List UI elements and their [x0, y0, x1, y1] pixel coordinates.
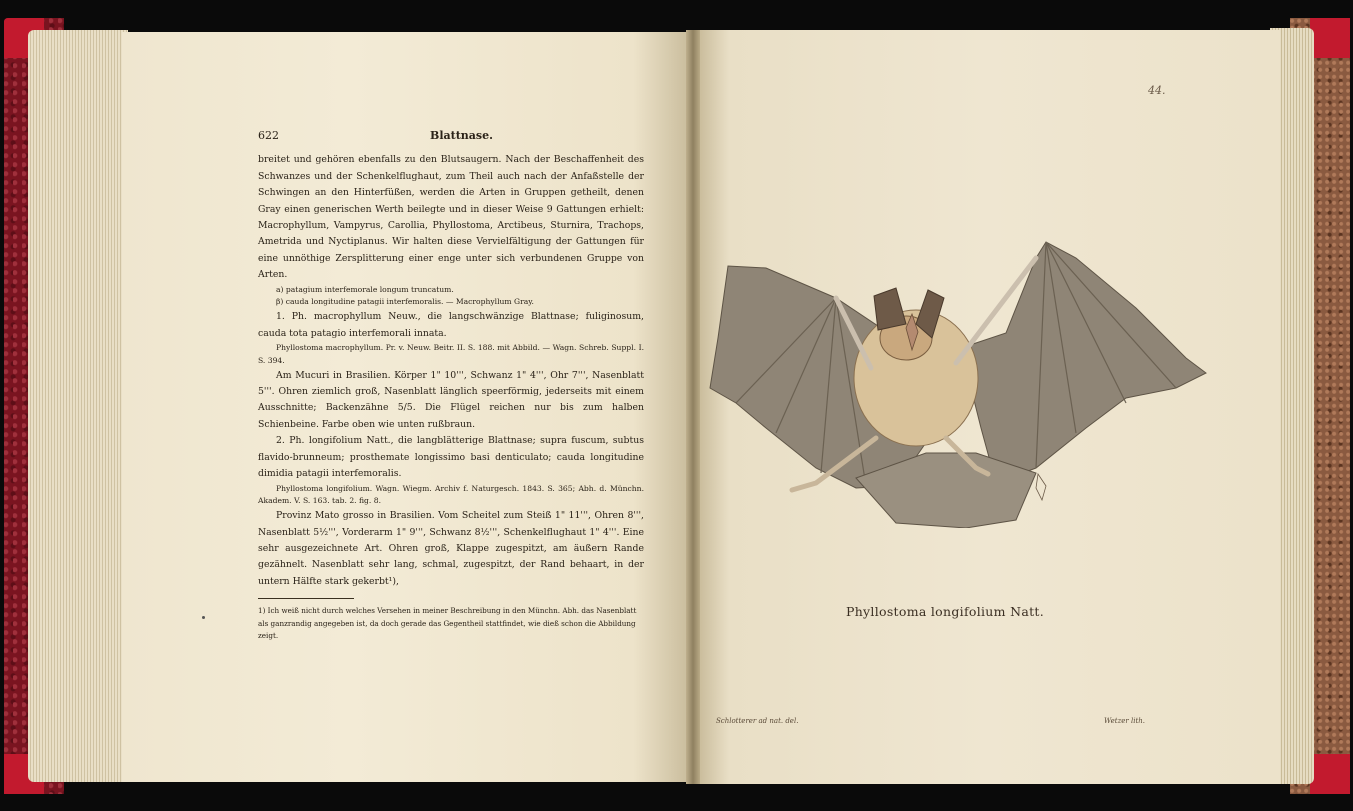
plate-number: 44.: [1148, 84, 1166, 97]
left-page-text: [258, 128, 644, 643]
page-number: 622: [258, 129, 279, 142]
book-gutter: [686, 30, 700, 784]
nose-leaf-detail-figure: [1036, 474, 1046, 500]
paragraph-genera: breitet und gehören ebenfalls zu den Blutsaugern. Nach der Beschaffenheit des Schwanzes und der Schenkelflughaut, zum Theil auch nach der Anfaßstelle der Schwingen an den Hinterfüßen, werden die Arten in Gruppen getheilt, denen Gray einen generischen Werth beilegte und in dieser Weise 9 Gattungen erhielt: Macrophyllum, Vampyrus, Carollia, Phyllostoma, Arctibeus, Sturnira, Trachops, Ametrida und Nyctiplanus. Wir halten diese Vervielfältigung der Gattungen für eine unnöthige Zersplitterung einer enge unter sich verbundenen Gruppe von Arten.: [258, 154, 644, 281]
species-1-reference: Phyllostoma macrophyllum. Pr. v. Neuw. Beitr. II. S. 188. mit Abbild. — Wagn. Schreb. Suppl. I. S. 394.: [258, 343, 644, 365]
bat-illustration: [706, 228, 1216, 528]
group-heading-beta: β) cauda longitudine patagii interfemoralis. — Macrophyllum Gray.: [276, 297, 534, 307]
artist-credit: Schlotterer ad nat. del.: [716, 717, 799, 725]
footnote: 1) Ich weiß nicht durch welches Versehen in meiner Beschreibung in den Münchn. Abh. das Nasenblatt als ganzrandig angegeben ist, da doch gerade das Gegentheil stattfindet, wie dieß schon die Abbildung zeigt.: [258, 606, 637, 641]
page-speck: [202, 616, 205, 619]
running-title: Blattnase.: [430, 129, 493, 142]
left-page-edges: [28, 30, 128, 782]
group-heading-a: a) patagium interfemorale longum truncatum.: [276, 284, 454, 294]
running-head: [258, 128, 644, 144]
right-wing: [961, 242, 1206, 483]
footnote-rule: [258, 598, 354, 599]
species-2-reference: Phyllostoma longifolium. Wagn. Wiegm. Archiv f. Naturgesch. 1843. S. 365; Abh. d. Münchn. Akadem. V. S. 163. tab. 2. fig. 8.: [258, 483, 644, 506]
species-2-diagnosis: 2. Ph. longifolium Natt., die langblätterige Blattnase; supra fuscum, subtus flavido-brunneum; prosthemate longissimo basi denticulato; cauda longitudine dimidia patagii interfemoralis.: [258, 435, 644, 480]
plate-caption: Phyllostoma longifolium Natt.: [846, 604, 1044, 619]
cover-corner-top-right: [1310, 18, 1350, 58]
cover-corner-bottom-right: [1310, 754, 1350, 794]
species-1-diagnosis: 1. Ph. macrophyllum Neuw., die langschwänzige Blattnase; fuliginosum, cauda tota patagio interfemorali innata.: [258, 311, 644, 339]
bat-left-ear: [874, 288, 906, 330]
lithographer-credit: Wetzer lith.: [1104, 717, 1146, 725]
species-2-description: Provinz Mato grosso in Brasilien. Vom Scheitel zum Steiß 1" 11''', Ohren 8''', Nasenblatt 5½''', Vorderarm 1" 9''', Schwanz 8½''', Schenkelflughaut 1" 4'''. Eine sehr ausgezeichnete Art. Ohren groß, Klappe zugespitzt, am äußern Rande gezähnelt. Nasenblatt sehr lang, schmal, zugespitzt, der Rand behaart, in der untern Hälfte stark gekerbt¹),: [258, 510, 644, 587]
species-1-description: Am Mucuri in Brasilien. Körper 1" 10''', Schwanz 1" 4''', Ohr 7''', Nasenblatt 5'''. Ohren ziemlich groß, Nasenblatt länglich speerförmig, jederseits mit einem Ausschnitte; Backenzähne 5/5. Die Flügel reichen nur bis zum halben Schienbeine. Farbe oben wie unten rußbraun.: [258, 369, 644, 430]
